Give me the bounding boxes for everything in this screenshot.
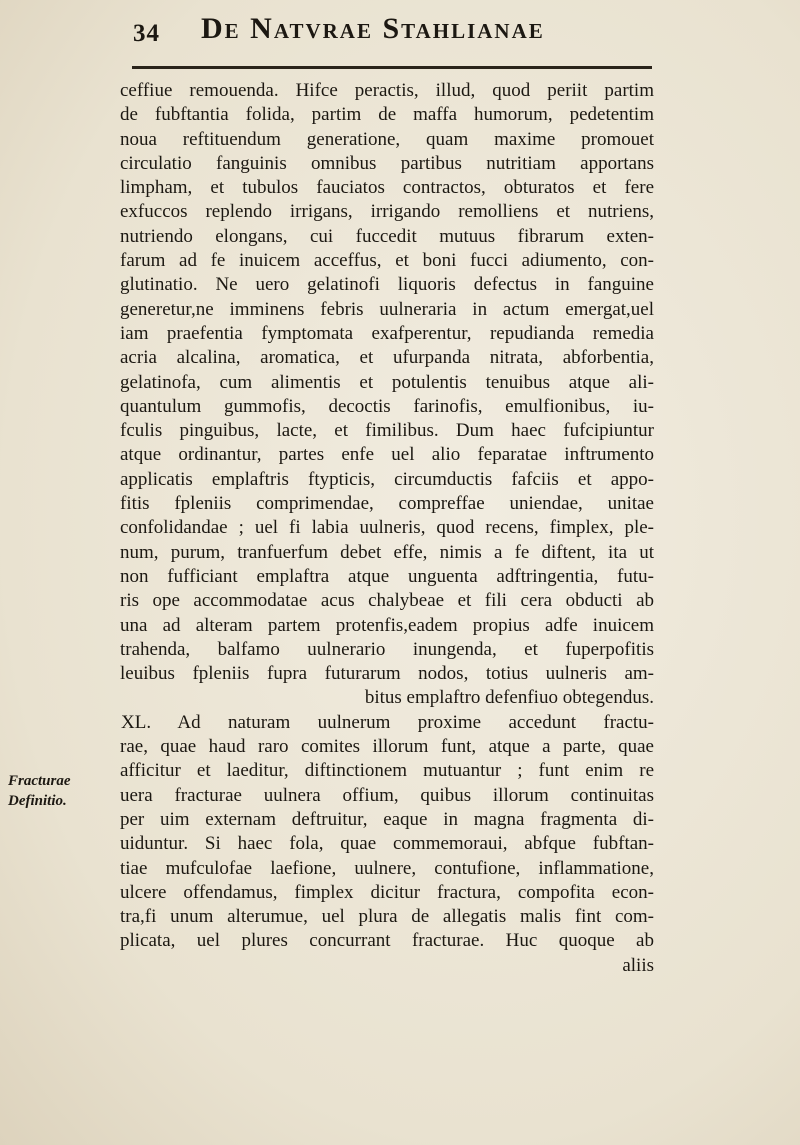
text-line: ceffiue remouenda. Hifce peractis, illud, quod periit partim <box>120 80 654 101</box>
text-line: uera fracturae uulnera offium, quibus illorum continuitas <box>120 784 654 806</box>
text-line: exfuccos replendo irrigans, irrigando remolliens et nutriens, <box>120 201 654 223</box>
text-line: nutriendo elongans, cui fuccedit mutuus fibrarum exten- <box>120 225 654 247</box>
text-line: gelatinofa, cum alimentis et potulentis tenuibus atque ali- <box>120 371 654 393</box>
section-heading-line: XL. Ad naturam uulnerum proxime accedunt fractu- <box>121 711 654 733</box>
text-line: acria alcalina, aromatica, et ufurpanda nitrata, abforbentia, <box>120 347 654 369</box>
text-line: rae, quae haud raro comites illorum funt, atque a parte, quae <box>120 736 654 758</box>
margin-note-line: Fracturae <box>8 773 71 789</box>
text-line: num, purum, tranfuerfum debet effe, nimis a fe diftent, ita ut <box>120 541 654 563</box>
text-line: iam praefentia fymptomata exafperentur, repudianda remedia <box>120 322 654 344</box>
text-line: bitus emplaftro defenfiuo obtegendus. <box>364 687 654 709</box>
body-text <box>120 79 654 978</box>
page-number: 34 <box>133 20 160 47</box>
text-line: atque ordinantur, partes enfe uel alio feparatae inftrumento <box>120 444 654 466</box>
text-line: quantulum gummofis, decoctis farinofis, emulfionibus, iu- <box>120 395 654 417</box>
text-line: noua reftituendum generatione, quam maxime promouet <box>120 128 654 150</box>
text-line: trahenda, balfamo uulnerario inungenda, et fuperpofitis <box>120 638 654 660</box>
text-line: afficitur et laeditur, diftinctionem mutuantur ; funt enim re <box>120 760 654 782</box>
text-line: circulatio fanguinis omnibus partibus nutritiam apportans <box>120 152 654 174</box>
text-line: tiae mufculofae laefione, uulnere, contufione, inflammatione, <box>120 857 654 879</box>
text-line: uiduntur. Si haec fola, quae commemoraui, abfque fubftan- <box>120 833 654 855</box>
page-header <box>133 8 653 48</box>
text-line: non fufficiant emplaftra atque unguenta adftringentia, futu- <box>120 565 654 587</box>
text-line: tra,fi unum alterumue, uel plura de allegatis malis fint com- <box>120 906 654 928</box>
margin-note-line: Definitio. <box>8 793 67 809</box>
text-line: ris ope accommodatae acus chalybeae et fili cera obducti ab <box>120 590 654 612</box>
catchword: aliis <box>622 954 654 976</box>
text-line: glutinatio. Ne uero gelatinofi liquoris defectus in fanguine <box>120 274 654 296</box>
text-line: confolidandae ; uel fi labia uulneris, quod recens, fimplex, ple- <box>120 517 654 539</box>
header-rule <box>132 66 652 69</box>
text-line: generetur,ne imminens febris uulneraria in actum emergat,uel <box>120 298 654 320</box>
margin-note <box>8 771 88 811</box>
text-line: farum ad fe inuicem acceffus, et boni fucci adiumento, con- <box>120 250 654 272</box>
text-line: fitis fpleniis comprimendae, compreffae uniendae, unitae <box>120 493 654 515</box>
text-line: de fubftantia folida, partim de maffa humorum, pedetentim <box>120 104 654 126</box>
text-line: limpham, et tubulos fauciatos contractos, obturatos et fere <box>120 177 654 199</box>
text-line: leuibus fpleniis fupra futurarum nodos, totius uulneris am- <box>120 663 654 685</box>
text-line: fculis pinguibus, lacte, et fimilibus. Dum haec fufcipiuntur <box>120 420 654 442</box>
text-line: per uim externam deftruitur, eaque in magna fragmenta di- <box>120 808 654 830</box>
text-line: una ad alteram partem protenfis,eadem propius adfe inuicem <box>120 614 654 636</box>
text-line: applicatis emplaftris ftypticis, circumductis fafciis et appo- <box>120 468 654 490</box>
text-line: plicata, uel plures concurrant fracturae. Huc quoque ab <box>120 930 654 952</box>
running-title: De Natvrae Stahlianae <box>201 12 545 45</box>
text-line: ulcere offendamus, fimplex dicitur fractura, compofita econ- <box>120 881 654 903</box>
